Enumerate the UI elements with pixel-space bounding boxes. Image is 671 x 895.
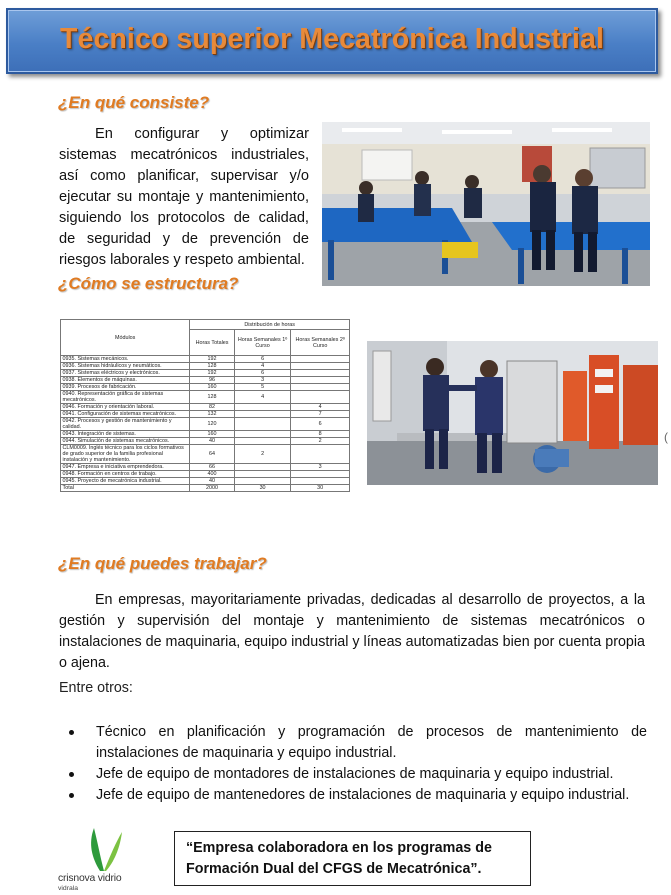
table-cell-s2: [291, 377, 350, 384]
table-row: [61, 485, 350, 492]
list-item: [59, 722, 647, 764]
course-hours-table: [60, 319, 350, 492]
table-row: [61, 363, 350, 370]
bullet-icon: [69, 793, 74, 798]
table-cell-m: 0947. Empresa e iniciativa emprendedora.: [61, 464, 190, 471]
table-cell-t: 82: [190, 404, 234, 411]
table-cell-t: 96: [190, 377, 234, 384]
table-cell-s2: [291, 384, 350, 391]
trabajar-paragraph: En empresas, mayoritariamente privadas, dedicadas al desarrollo de proyectos, a la gestión y supervisión del montaje y mantenimiento de sistemas mecatrónicos o instalaciones de maquinaria, equipo industrial y líneas automatizadas bien por cuenta propia o ajena.: [59, 592, 645, 671]
table-cell-s2: [291, 471, 350, 478]
table-cell-s1: 30: [234, 485, 291, 492]
table-cell-t: 132: [190, 411, 234, 418]
table-cell-t: 64: [190, 445, 234, 464]
table-cell-m: 0935. Sistemas mecánicos.: [61, 356, 190, 363]
table-cell-s2: 6: [291, 418, 350, 431]
table-cell-s2: [291, 445, 350, 464]
workshop-photo: [322, 122, 650, 286]
consiste-paragraph: En configurar y optimizar sistemas mecatrónicos industriales, así como planificar, supervisar y/o ejecutar su montaje y mantenimiento, siguiendo los protocolos de calidad, de seguridad y de prevención de riesgos laborales y respeto ambiental.: [59, 126, 309, 268]
table-cell-s2: 3: [291, 464, 350, 471]
table-cell-t: 400: [190, 471, 234, 478]
table-cell-s2: 7: [291, 411, 350, 418]
jobs-list: [59, 722, 647, 806]
entre-otros-label: Entre otros:: [59, 680, 133, 696]
table-row: [61, 377, 350, 384]
table-cell-s1: 5: [234, 384, 291, 391]
table-row: [61, 478, 350, 485]
table-cell-m: 0944. Simulación de sistemas mecatrónicos.: [61, 438, 190, 445]
table-cell-t: 2000: [190, 485, 234, 492]
list-item: [59, 785, 647, 806]
table-row: [61, 356, 350, 363]
table-cell-s1: [234, 431, 291, 438]
bullet-icon: [69, 772, 74, 777]
table-cell-t: 128: [190, 363, 234, 370]
heading-trabajar: ¿En qué puedes trabajar?: [58, 554, 267, 573]
table-row: [61, 370, 350, 377]
table-cell-t: 40: [190, 478, 234, 485]
table-row: [61, 431, 350, 438]
lab-photo: [367, 341, 658, 485]
table-cell-t: 120: [190, 418, 234, 431]
table-cell-s1: [234, 478, 291, 485]
table-cell-t: 160: [190, 431, 234, 438]
title-banner: [6, 8, 658, 74]
logo-sub: vidrala: [58, 885, 79, 892]
table-cell-s1: [234, 438, 291, 445]
heading-estructura: ¿Cómo se estructura?: [58, 274, 239, 293]
table-cell-s2: 30: [291, 485, 350, 492]
table-cell-m: 0938. Elementos de máquinas.: [61, 377, 190, 384]
col-total-header: Horas Totales: [190, 330, 234, 356]
table-cell-m: 0943. Integración de sistemas.: [61, 431, 190, 438]
table-row: [61, 418, 350, 431]
col-modulos-header: Módulos: [61, 320, 190, 356]
table-cell-s1: [234, 418, 291, 431]
table-cell-s1: 2: [234, 445, 291, 464]
table-cell-m: CLM0009. Inglés técnico para los ciclos formativos de grado superior de la familia profesional instalación y mantenimiento.: [61, 445, 190, 464]
col-group-header: Distribución de horas: [190, 320, 350, 330]
col-s2-header: Horas Semanales 2º Curso: [291, 330, 350, 356]
heading-consiste: ¿En qué consiste?: [58, 93, 210, 112]
table-cell-s2: [291, 363, 350, 370]
table-cell-s2: [291, 356, 350, 363]
table-cell-s1: 4: [234, 391, 291, 404]
table-cell-s2: 4: [291, 404, 350, 411]
table-row: [61, 384, 350, 391]
page-title: Técnico superior Mecatrónica Industrial: [60, 23, 604, 55]
table-cell-s2: [291, 478, 350, 485]
bullet-icon: [69, 730, 74, 735]
table-cell-s2: [291, 391, 350, 404]
table-cell-m: 0936. Sistemas hidráulicos y neumáticos.: [61, 363, 190, 370]
list-item-text: Jefe de equipo de mantenedores de instalaciones de maquinaria y equipo industrial.: [96, 787, 630, 803]
table-cell-m: 0948. Formación en centros de trabajo.: [61, 471, 190, 478]
table-cell-s1: [234, 471, 291, 478]
table-cell-s1: 3: [234, 377, 291, 384]
table-row: [61, 445, 350, 464]
table-cell-m: 0937. Sistemas eléctricos y electrónicos.: [61, 370, 190, 377]
table-cell-m: 0940. Representación gráfica de sistemas mecatrónicos.: [61, 391, 190, 404]
table-cell-m: 0946. Formación y orientación laboral.: [61, 404, 190, 411]
table-cell-t: 192: [190, 356, 234, 363]
table-cell-s1: [234, 404, 291, 411]
table-row: [61, 404, 350, 411]
table-cell-s2: 2: [291, 438, 350, 445]
logo-name: crisnova vidrio: [58, 873, 122, 884]
leaf-icon: [84, 826, 124, 872]
table-row: [61, 471, 350, 478]
edge-mark: (: [664, 430, 668, 444]
col-s1-header: Horas Semanales 1º Curso: [234, 330, 291, 356]
table-cell-m: 0941. Configuración de sistemas mecatrónicos.: [61, 411, 190, 418]
table-cell-m: 0945. Proyecto de mecatrónica industrial.: [61, 478, 190, 485]
table-cell-s2: 8: [291, 431, 350, 438]
table-cell-m: 0942. Procesos y gestión de mantenimiento y calidad.: [61, 418, 190, 431]
table-cell-t: 160: [190, 384, 234, 391]
table-cell-s1: 6: [234, 356, 291, 363]
table-cell-m: 0939. Procesos de fabricación.: [61, 384, 190, 391]
table-cell-t: 192: [190, 370, 234, 377]
table-cell-s2: [291, 370, 350, 377]
list-item-text: Jefe de equipo de montadores de instalaciones de maquinaria y equipo industrial.: [96, 766, 614, 782]
table-cell-t: 128: [190, 391, 234, 404]
company-logo: [58, 826, 158, 892]
table-row: [61, 438, 350, 445]
table-row: [61, 391, 350, 404]
table-cell-s1: [234, 464, 291, 471]
table-row: [61, 411, 350, 418]
list-item-text: Técnico en planificación y programación de procesos de mantenimiento de instalaciones de maquinaria y equipo industrial.: [96, 724, 647, 761]
collaboration-quote: “Empresa colaboradora en los programas de Formación Dual del CFGS de Mecatrónica”.: [174, 831, 531, 886]
table-cell-s1: 6: [234, 370, 291, 377]
list-item: [59, 764, 647, 785]
table-cell-t: 40: [190, 438, 234, 445]
table-cell-m: Total: [61, 485, 190, 492]
table-row: [61, 464, 350, 471]
table-cell-t: 66: [190, 464, 234, 471]
table-cell-s1: [234, 411, 291, 418]
table-cell-s1: 4: [234, 363, 291, 370]
